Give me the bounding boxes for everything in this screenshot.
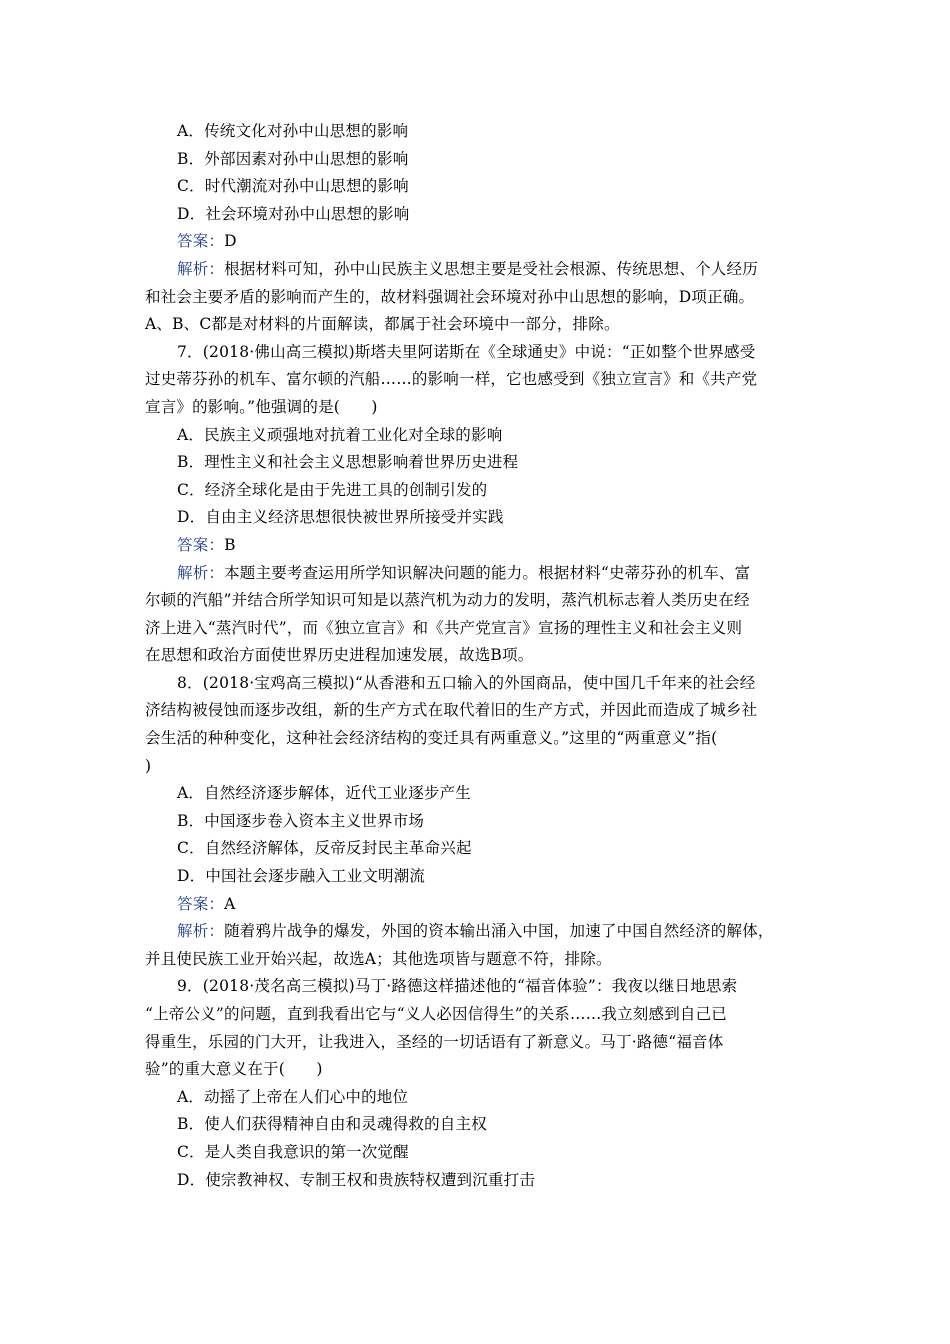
analysis-text: 根据材料可知，孙中山民族主义思想主要是受社会根源、传统思想、个人经历: [224, 259, 758, 278]
question-stem-line: 宣言》的影响。”他强调的是( ): [145, 397, 378, 416]
question-stem-line: 8．(2018·宝鸡高三模拟)“从香港和五口输入的外国商品，使中国几千年来的社会经: [177, 673, 756, 692]
answer-value: B: [224, 535, 236, 554]
answer-option: D．中国社会逐步融入工业文明潮流: [177, 867, 426, 886]
answer-option: B．使人们获得精神自由和灵魂得救的自主权: [177, 1115, 487, 1134]
question-stem-line: 济结构被侵蚀而逐步改组，新的生产方式在取代着旧的生产方式，并因此而造成了城乡社: [145, 701, 758, 720]
analysis-text: 本题主要考查运用所学知识解决问题的能力。根据材料“史蒂芬孙的机车、富: [224, 563, 751, 582]
answer-label: 答案：: [177, 535, 225, 554]
analysis-text: 尔顿的汽船”并结合所学知识可知是以蒸汽机为动力的发明，蒸汽机标志着人类历史在经: [145, 591, 750, 610]
answer-option: A．传统文化对孙中山思想的影响: [177, 122, 409, 140]
question-stem-line: 过史蒂芬孙的机车、富尔顿的汽船……的影响一样，它也感受到《独立宣言》和《共产党: [145, 370, 758, 389]
analysis-line: [145, 284, 825, 312]
analysis-line: [145, 946, 825, 974]
analysis-line: [145, 615, 825, 643]
answer-value: D: [224, 232, 237, 251]
analysis-line: [145, 642, 825, 670]
analysis-text: 并且使民族工业开始兴起，故选A；其他选项皆与题意不符，排除。: [145, 949, 612, 968]
analysis-label: 解析：: [177, 259, 225, 278]
analysis-text: 济上进入“蒸汽时代”，而《独立宣言》和《共产党宣言》宣扬的理性主义和社会主义则: [145, 618, 743, 637]
answer-line: [145, 891, 825, 919]
analysis-text: A、B、C都是对材料的片面解读，都属于社会环境中一部分，排除。: [145, 315, 620, 334]
answer-line: [145, 228, 825, 256]
answer-option: A．自然经济逐步解体，近代工业逐步产生: [177, 784, 471, 803]
question-stem-line: 会生活的种种变化，这种社会经济结构的变迁具有两重意义。”这里的“两重意义”指(: [145, 729, 718, 748]
analysis-text: 和社会主要矛盾的影响而产生的，故材料强调社会环境对孙中山思想的影响，D项正确。: [145, 287, 755, 306]
answer-option: D．使宗教神权、专制王权和贵族特权遭到沉重打击: [177, 1170, 536, 1189]
question-stem-line: “上帝公义”的问题，直到我看出它与“义人必因信得生”的关系……我立刻感到自己已: [145, 1005, 727, 1023]
answer-option: B．外部因素对孙中山思想的影响: [177, 149, 409, 168]
answer-option: D．社会环境对孙中山思想的影响: [177, 204, 410, 223]
question-stem-line: 7．(2018·佛山高三模拟)斯塔夫里阿诺斯在《全球通史》中说：“正如整个世界感受: [177, 342, 756, 361]
question-stem-line: ): [145, 756, 152, 775]
answer-option: B．理性主义和社会主义思想影响着世界历史进程: [177, 453, 519, 472]
answer-label: 答案：: [177, 894, 225, 913]
analysis-line: [145, 587, 825, 615]
analysis-text: 随着鸦片战争的爆发，外国的资本输出涌入中国，加速了中国自然经济的解体，: [224, 922, 774, 941]
analysis-line: [145, 918, 825, 946]
answer-option: D．自由主义经济思想很快被世界所接受并实践: [177, 508, 504, 527]
question-stem-line: 9．(2018·茂名高三模拟)马丁·路德这样描述他的“福音体验”：我夜以继日地思索: [177, 977, 738, 996]
answer-option: A．动摇了上帝在人们心中的地位: [177, 1087, 409, 1106]
analysis-label: 解析：: [177, 922, 225, 941]
analysis-text: 在思想和政治方面使世界历史进程加速发展，故选B项。: [145, 646, 534, 665]
question-stem-line: 得重生，乐园的门大开，让我进入，圣经的一切话语有了新意义。马丁·路德“福音体: [145, 1032, 724, 1051]
answer-option: A．民族主义顽强地对抗着工业化对全球的影响: [177, 425, 503, 444]
answer-option: C．时代潮流对孙中山思想的影响: [177, 177, 409, 196]
analysis-line: [145, 311, 825, 339]
answer-option: B．中国逐步卷入资本主义世界市场: [177, 811, 425, 830]
answer-option: C．经济全球化是由于先进工具的创制引发的: [177, 480, 488, 499]
analysis-label: 解析：: [177, 563, 225, 582]
document-body: [145, 118, 825, 1194]
answer-label: 答案：: [177, 232, 225, 251]
analysis-line: [145, 560, 825, 588]
answer-option: C．自然经济解体，反帝反封民主革命兴起: [177, 839, 472, 858]
answer-line: [145, 532, 825, 560]
answer-value: A: [224, 894, 236, 913]
answer-option: C．是人类自我意识的第一次觉醒: [177, 1142, 409, 1161]
question-stem-line: 验”的重大意义在于( ): [145, 1060, 323, 1079]
analysis-line: [145, 256, 825, 284]
